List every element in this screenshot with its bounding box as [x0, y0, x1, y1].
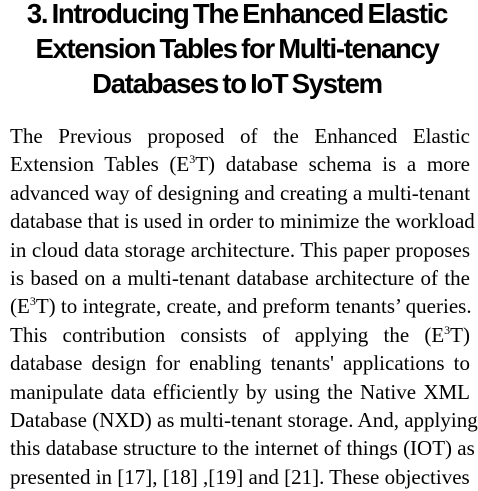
superscript-3: 3	[29, 294, 36, 309]
paragraph-line-1: The Previous proposed of the Enhanced Elastic	[10, 124, 470, 148]
superscript-3: 3	[189, 152, 196, 167]
paragraph-line-11: Database (NXD) as multi-tenant storage. And, applying	[10, 407, 478, 432]
paragraph-line-10: manipulate data efficiently by using the Native XML	[10, 379, 470, 404]
heading-line-2: Extension Tables for Multi-tenancy	[35, 33, 439, 64]
section-heading-container	[0, 0, 474, 101]
paragraph-line-3: advanced way of designing and creating a multi-tenant	[10, 180, 471, 205]
paragraph-line-7: $(E^3T)$ to integrate, create, and preform tenants’ queries.	[10, 294, 472, 319]
paragraph-line-9: database design for enabling tenants' applications to	[10, 351, 470, 376]
paragraph-line-8: This contribution consists of applying the $(E^3T)$	[10, 322, 470, 347]
paragraph-line-12: this database structure to the internet of things (IOT) as	[10, 436, 475, 461]
heading-line-3: Databases to IoT System	[92, 68, 382, 99]
body-paragraph	[10, 122, 478, 491]
paragraph-line-2: Extension Tables $(E^3T)$ database schema is a more	[10, 152, 470, 177]
paragraph-line-5: in cloud data storage architecture. This paper proposes	[10, 237, 470, 262]
paragraph-line-4: database that is used in order to minimize the workload	[10, 209, 475, 234]
section-heading	[0, 0, 474, 101]
heading-line-1: 3. Introducing The Enhanced Elastic	[26, 0, 448, 29]
paragraph-line-6: is based on a multi-tenant database architecture of the	[10, 265, 470, 290]
superscript-3: 3	[444, 322, 451, 337]
paragraph-line-13: presented in [17], [18] ,[19] and [21]. These objectives	[10, 464, 470, 489]
